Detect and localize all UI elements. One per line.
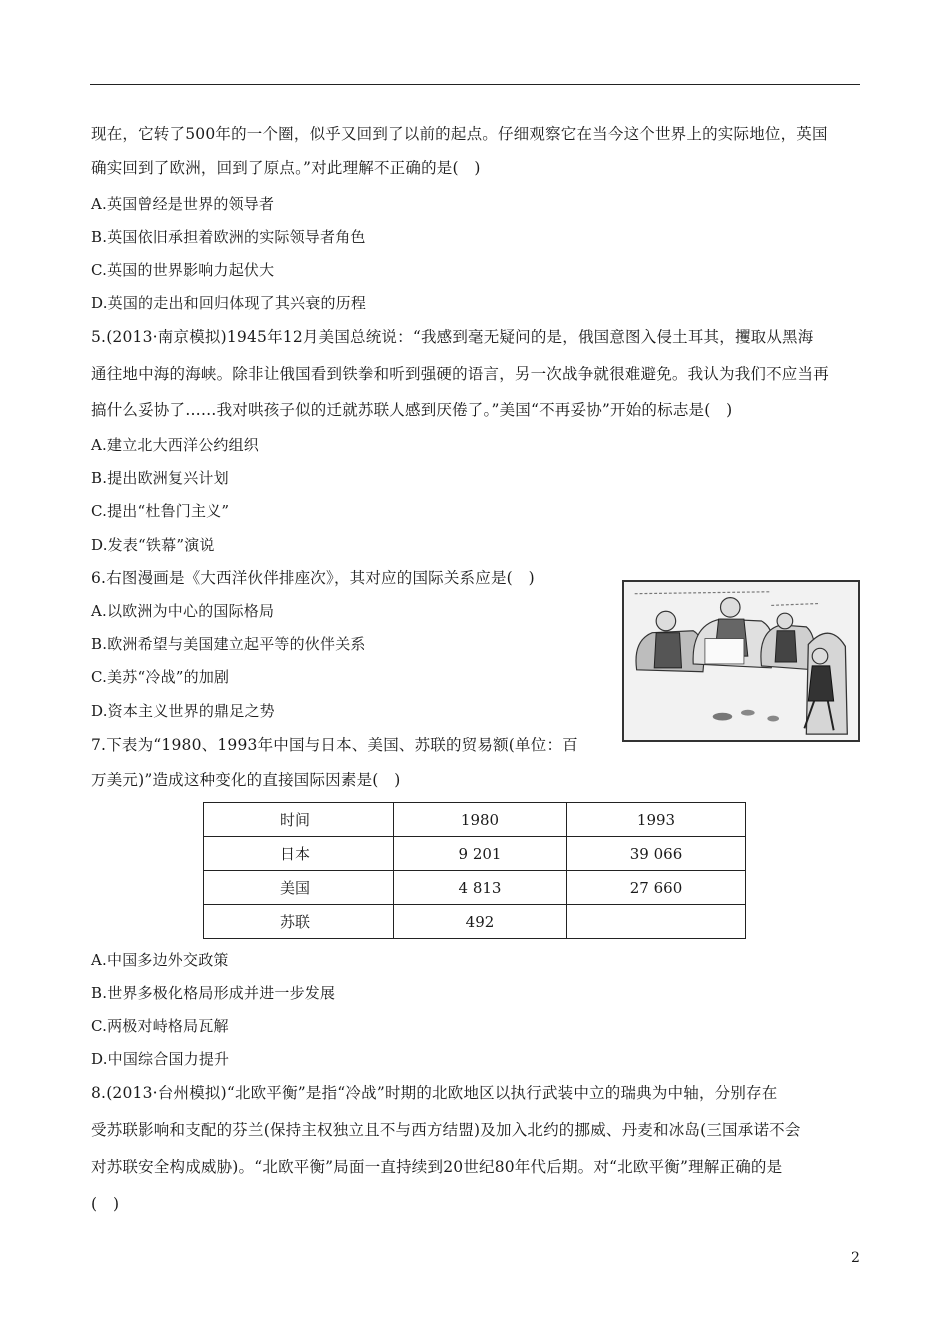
q6-option-b: B.欧洲希望与美国建立起平等的伙伴关系	[91, 635, 366, 653]
table-header-cell: 时间	[204, 803, 394, 837]
table-header-cell: 1980	[394, 803, 567, 837]
table-cell: 日本	[204, 837, 394, 871]
q7-option-b: B.世界多极化格局形成并进一步发展	[91, 984, 336, 1002]
q6-option-c: C.美苏“冷战”的加剧	[91, 668, 230, 686]
q4-option-a: A.英国曾经是世界的领导者	[91, 195, 275, 213]
q4-option-b: B.英国依旧承担着欧洲的实际领导者角色	[91, 228, 366, 246]
cartoon-illustration	[624, 582, 858, 740]
table-header-cell: 1993	[567, 803, 746, 837]
q5-option-c: C.提出“杜鲁门主义”	[91, 502, 230, 520]
table-cell: 美国	[204, 871, 394, 905]
q7-option-a: A.中国多边外交政策	[91, 951, 229, 969]
q5-stem-line-3: 搞什么妥协了……我对哄孩子似的迁就苏联人感到厌倦了。”美国“不再妥协”开始的标志是( )	[91, 401, 733, 419]
q5-option-b: B.提出欧洲复兴计划	[91, 469, 229, 487]
q8-stem-line-3: 对苏联安全构成威胁)。“北欧平衡”局面一直持续到20世纪80年代后期。对“北欧平衡”理解正确的是	[91, 1158, 783, 1176]
q4-option-c: C.英国的世界影响力起伏大	[91, 261, 275, 279]
table-cell: 492	[394, 905, 567, 939]
q6-option-d: D.资本主义世界的鼎足之势	[91, 702, 275, 720]
page-number: 2	[851, 1250, 860, 1266]
table-cell: 9 201	[394, 837, 567, 871]
q5-option-d: D.发表“铁幕”演说	[91, 536, 215, 554]
q6-option-a: A.以欧洲为中心的国际格局	[91, 602, 275, 620]
table-header-row	[204, 803, 746, 837]
table-row	[204, 837, 746, 871]
table-cell	[567, 905, 746, 939]
table-row	[204, 871, 746, 905]
q7-option-c: C.两极对峙格局瓦解	[91, 1017, 229, 1035]
q4-option-d: D.英国的走出和回归体现了其兴衰的历程	[91, 294, 367, 312]
header-rule	[90, 84, 860, 85]
q7-stem-line-1: 7.下表为“1980、1993年中国与日本、美国、苏联的贸易额(单位：百	[91, 736, 578, 754]
q4-stem-line-2: 确实回到了欧洲，回到了原点。”对此理解不正确的是( )	[91, 159, 481, 177]
q5-option-a: A.建立北大西洋公约组织	[91, 436, 260, 454]
cartoon-atlantic-partners	[622, 580, 860, 742]
table-cell: 苏联	[204, 905, 394, 939]
q8-stem-line-4: ( )	[91, 1195, 120, 1213]
q5-stem-line-2: 通往地中海的海峡。除非让俄国看到铁拳和听到强硬的语言，另一次战争就很难避免。我认为我们不应当再	[91, 365, 829, 383]
q8-stem-line-1: 8.(2013·台州模拟)“北欧平衡”是指“冷战”时期的北欧地区以执行武装中立的瑞典为中轴，分别存在	[91, 1084, 778, 1102]
q7-option-d: D.中国综合国力提升	[91, 1050, 230, 1068]
q5-stem-line-1: 5.(2013·南京模拟)1945年12月美国总统说：“我感到毫无疑问的是，俄国意图入侵土耳其，攫取从黑海	[91, 328, 814, 346]
table-row	[204, 905, 746, 939]
table-cell: 27 660	[567, 871, 746, 905]
table-cell: 39 066	[567, 837, 746, 871]
table-cell: 4 813	[394, 871, 567, 905]
q4-stem-line-1: 现在，它转了500年的一个圈，似乎又回到了以前的起点。仔细观察它在当今这个世界上的实际地位，英国	[91, 125, 828, 143]
q7-stem-line-2: 万美元)”造成这种变化的直接国际因素是( )	[91, 771, 401, 789]
q8-stem-line-2: 受苏联影响和支配的芬兰(保持主权独立且不与西方结盟)及加入北约的挪威、丹麦和冰岛(三国承诺不会	[91, 1121, 801, 1139]
trade-table	[203, 802, 746, 939]
q6-stem: 6.右图漫画是《大西洋伙伴排座次》，其对应的国际关系应是( )	[91, 569, 535, 587]
